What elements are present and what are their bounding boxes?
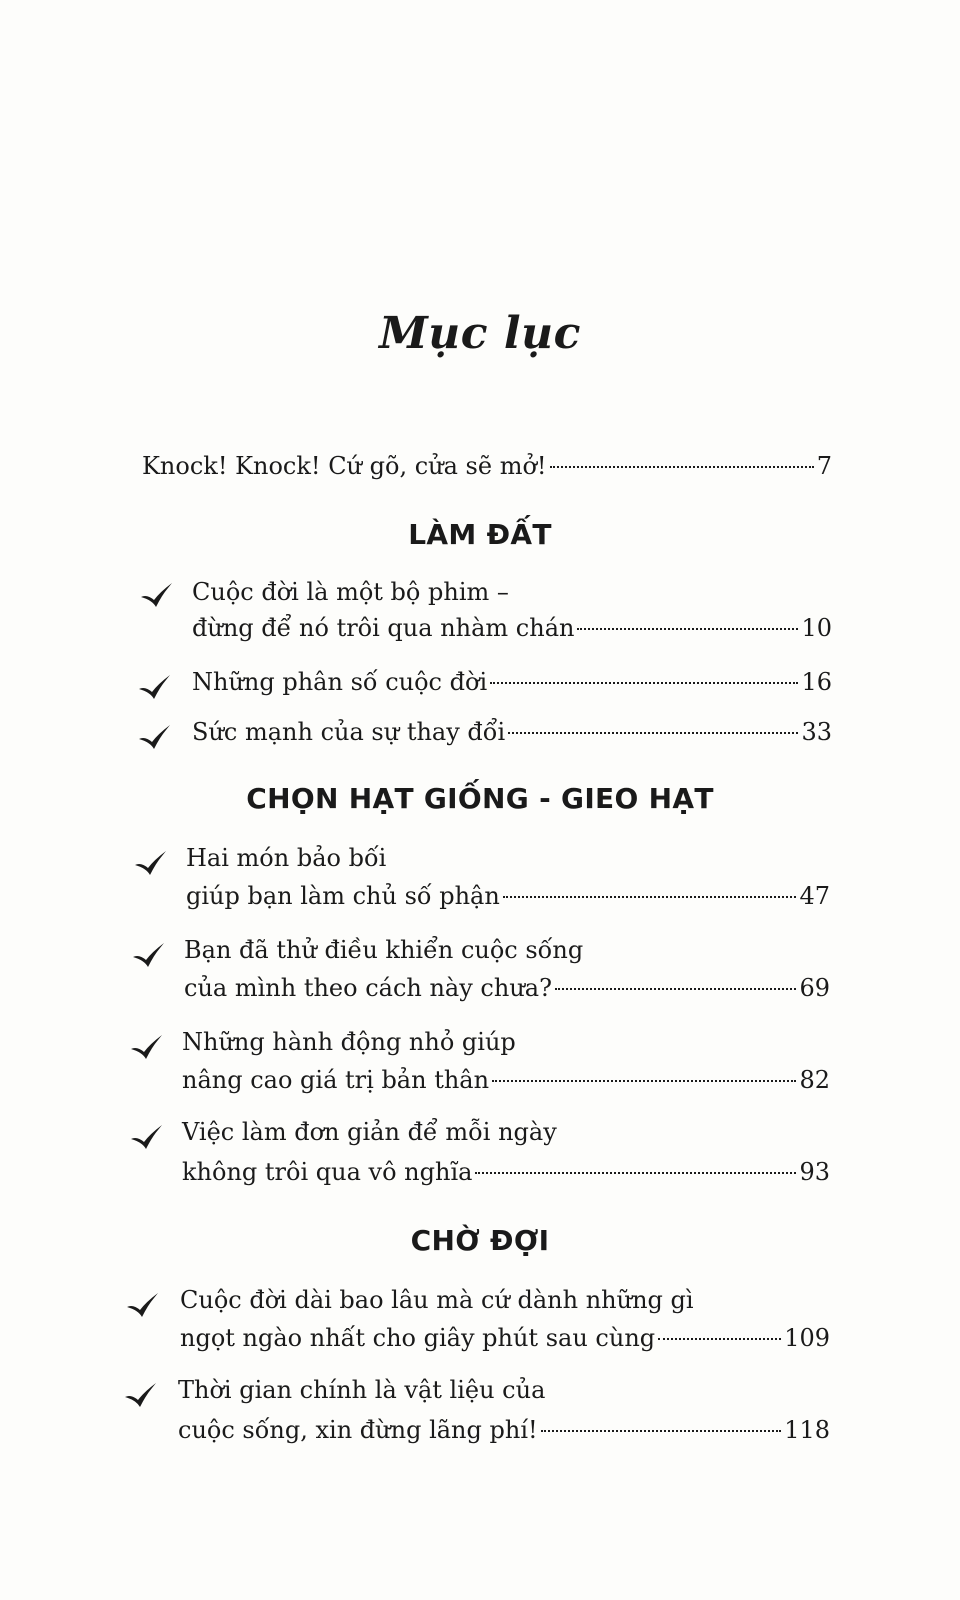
page-number: 93 bbox=[799, 1158, 830, 1186]
toc-entry[interactable] bbox=[180, 1318, 830, 1358]
dot-leader bbox=[475, 1171, 796, 1174]
dot-leader bbox=[577, 627, 798, 630]
toc-entry-intro[interactable] bbox=[142, 446, 832, 486]
entry-title-line1: Những hành động nhỏ giúp bbox=[182, 1028, 516, 1056]
dot-leader bbox=[541, 1429, 782, 1432]
entry-title-line2: giúp bạn làm chủ số phận bbox=[186, 882, 500, 910]
page-number: 69 bbox=[799, 974, 830, 1002]
entry-title-line1: Hai món bảo bối bbox=[186, 844, 387, 872]
check-mark-icon bbox=[136, 672, 176, 702]
page-number: 47 bbox=[799, 882, 830, 910]
entry-title-line2: đừng để nó trôi qua nhàm chán bbox=[192, 614, 575, 642]
check-mark-icon bbox=[130, 940, 170, 970]
entry-title-line2: cuộc sống, xin đừng lãng phí! bbox=[178, 1416, 538, 1444]
toc-entry[interactable] bbox=[192, 712, 832, 752]
entry-title-line1: Bạn đã thử điều khiển cuộc sống bbox=[184, 936, 584, 964]
page-title: Mục lục bbox=[379, 308, 581, 359]
toc-entry[interactable] bbox=[182, 1152, 830, 1192]
page-number: 82 bbox=[799, 1066, 830, 1094]
check-mark-icon bbox=[132, 848, 172, 878]
entry-title-line1: Việc làm đơn giản để mỗi ngày bbox=[182, 1118, 557, 1146]
check-mark-icon bbox=[136, 722, 176, 752]
dot-leader bbox=[555, 987, 796, 990]
check-mark-icon bbox=[122, 1380, 162, 1410]
page-number: 7 bbox=[816, 452, 832, 480]
dot-leader bbox=[550, 465, 814, 468]
toc-entry[interactable] bbox=[182, 1060, 830, 1100]
page-number: 16 bbox=[801, 668, 832, 696]
toc-entry[interactable] bbox=[178, 1410, 830, 1450]
dot-leader bbox=[503, 895, 797, 898]
section-heading-cho-doi: CHỜ ĐỢI bbox=[410, 1224, 550, 1257]
section-heading-chon-hat-giong: CHỌN HẠT GIỐNG - GIEO HẠT bbox=[246, 782, 714, 815]
entry-title-line2: ngọt ngào nhất cho giây phút sau cùng bbox=[180, 1324, 656, 1352]
entry-title-line1: Cuộc đời dài bao lâu mà cứ dành những gì bbox=[180, 1286, 694, 1314]
entry-title: Những phân số cuộc đời bbox=[192, 668, 488, 696]
entry-title-line2: của mình theo cách này chưa? bbox=[184, 974, 552, 1002]
toc-entry[interactable] bbox=[192, 608, 832, 648]
dot-leader bbox=[492, 1079, 796, 1082]
page-number: 33 bbox=[801, 718, 832, 746]
entry-title: Knock! Knock! Cứ gõ, cửa sẽ mở! bbox=[142, 452, 547, 480]
entry-title: Sức mạnh của sự thay đổi bbox=[192, 718, 506, 746]
page-number: 109 bbox=[784, 1324, 830, 1352]
check-mark-icon bbox=[128, 1032, 168, 1062]
toc-entry[interactable] bbox=[184, 968, 830, 1008]
dot-leader bbox=[490, 681, 798, 684]
entry-title-line1: Cuộc đời là một bộ phim – bbox=[192, 578, 509, 606]
section-heading-lam-dat: LÀM ĐẤT bbox=[408, 518, 552, 551]
dot-leader bbox=[508, 731, 798, 734]
entry-title-line2: không trôi qua vô nghĩa bbox=[182, 1158, 473, 1186]
page-number: 10 bbox=[801, 614, 832, 642]
check-mark-icon bbox=[124, 1290, 164, 1320]
page-number: 118 bbox=[784, 1416, 830, 1444]
toc-entry[interactable] bbox=[186, 876, 830, 916]
dot-leader bbox=[658, 1337, 781, 1340]
entry-title-line2: nâng cao giá trị bản thân bbox=[182, 1066, 490, 1094]
check-mark-icon bbox=[138, 580, 178, 610]
toc-entry[interactable] bbox=[192, 662, 832, 702]
entry-title-line1: Thời gian chính là vật liệu của bbox=[178, 1376, 546, 1404]
check-mark-icon bbox=[128, 1122, 168, 1152]
